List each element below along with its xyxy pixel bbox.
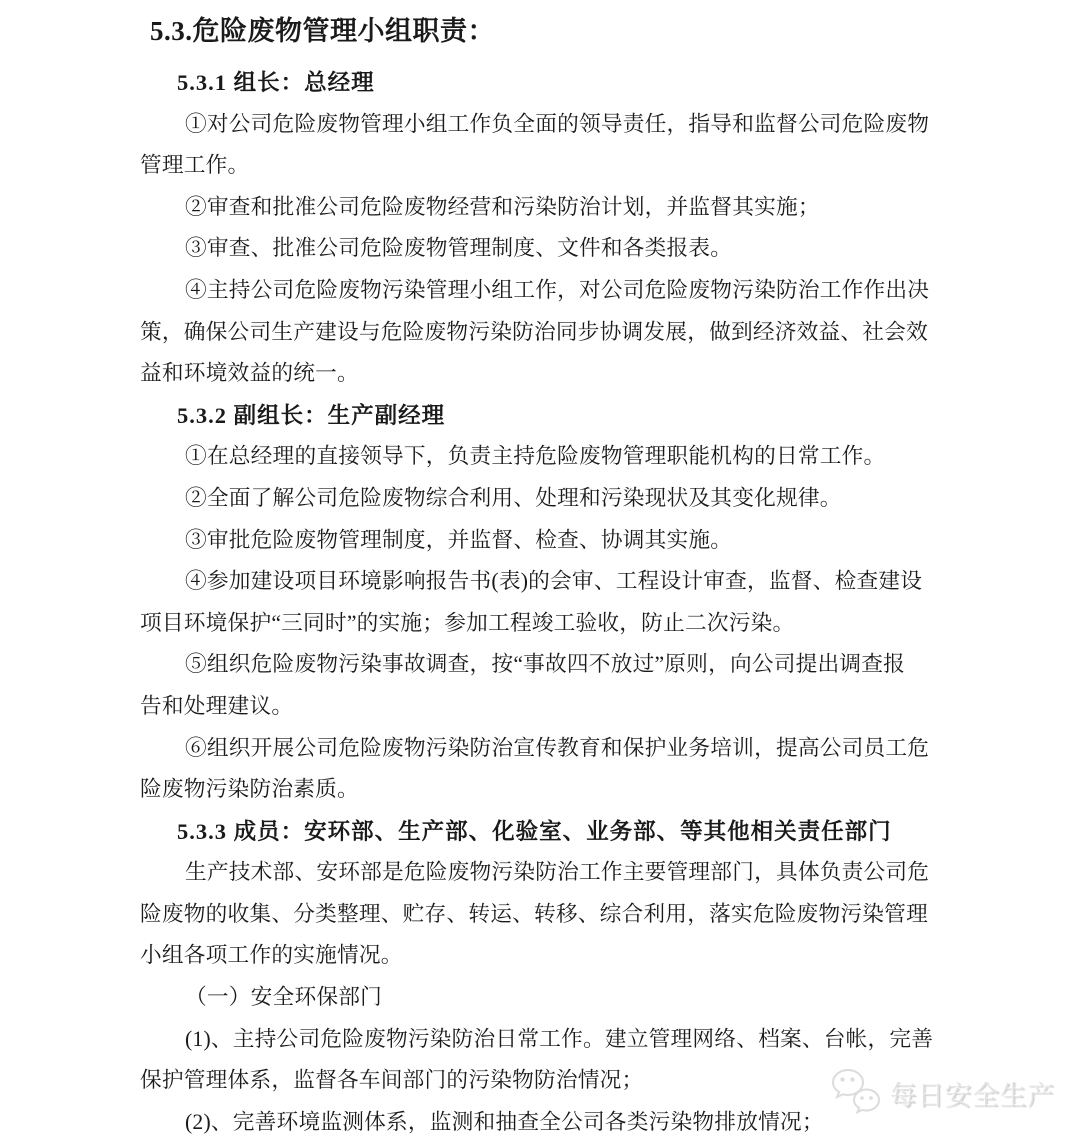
doc-text-line: (1)、主持公司危险废物污染防治日常工作。建立管理网络、档案、台帐，完善 bbox=[185, 1026, 934, 1051]
doc-text-line: ⑤组织危险废物污染事故调查，按“事故四不放过”原则，向公司提出调查报 bbox=[185, 652, 906, 677]
doc-text-line: (2)、完善环境监测体系，监测和抽查全公司各类污染物排放情况； bbox=[185, 1109, 824, 1134]
doc-text-line: ②审查和批准公司危险废物经营和污染防治计划，并监督其实施； bbox=[185, 194, 820, 219]
section-heading: 5.3.2 副组长：生产副经理 bbox=[177, 402, 446, 428]
doc-text-line: ②全面了解公司危险废物综合利用、处理和污染现状及其变化规律。 bbox=[185, 485, 842, 510]
doc-text-line: （一）安全环保部门 bbox=[185, 985, 382, 1010]
doc-text-line: 益和环境效益的统一。 bbox=[140, 361, 359, 386]
doc-text-line: ④主持公司危险废物污染管理小组工作，对公司危险废物污染防治工作作出决 bbox=[185, 277, 930, 302]
doc-text-line: 险废物的收集、分类整理、贮存、转运、转移、综合利用，落实危险废物污染管理 bbox=[140, 901, 928, 926]
doc-text-line: ①在总经理的直接领导下，负责主持危险废物管理职能机构的日常工作。 bbox=[185, 444, 886, 469]
doc-text-line: 策，确保公司生产建设与危险废物污染防治同步协调发展，做到经济效益、社会效 bbox=[140, 319, 928, 344]
doc-text-line: 小组各项工作的实施情况。 bbox=[140, 943, 403, 968]
doc-text-line: 生产技术部、安环部是危险废物污染防治工作主要管理部门，具体负责公司危 bbox=[185, 860, 930, 885]
watermark-label: 每日安全生产 bbox=[890, 1080, 1055, 1111]
document-body bbox=[140, 0, 935, 1143]
doc-title: 5.3.危险废物管理小组职责： bbox=[150, 16, 495, 46]
doc-text-line: 保护管理体系，监督各车间部门的污染物防治情况； bbox=[140, 1068, 644, 1093]
doc-text-line: 项目环境保护“三同时”的实施；参加工程竣工验收，防止二次污染。 bbox=[140, 610, 795, 635]
doc-text-line: ③审批危险废物管理制度，并监督、检查、协调其实施。 bbox=[185, 527, 733, 552]
doc-text-line: ①对公司危险废物管理小组工作负全面的领导责任，指导和监督公司危险废物 bbox=[185, 111, 930, 136]
section-heading: 5.3.3 成员：安环部、生产部、化验室、业务部、等其他相关责任部门 bbox=[177, 818, 892, 844]
doc-text-line: ③审查、批准公司危险废物管理制度、文件和各类报表。 bbox=[185, 236, 733, 261]
doc-text-line: 管理工作。 bbox=[140, 153, 250, 178]
doc-text-line: 告和处理建议。 bbox=[140, 693, 294, 718]
doc-text-line: 险废物污染防治素质。 bbox=[140, 777, 359, 802]
doc-text-line: ④参加建设项目环境影响报告书(表)的会审、工程设计审查，监督、检查建设 bbox=[185, 569, 923, 594]
section-heading: 5.3.1 组长：总经理 bbox=[177, 70, 375, 95]
doc-text-line: ⑥组织开展公司危险废物污染防治宣传教育和保护业务培训，提高公司员工危 bbox=[185, 735, 930, 760]
